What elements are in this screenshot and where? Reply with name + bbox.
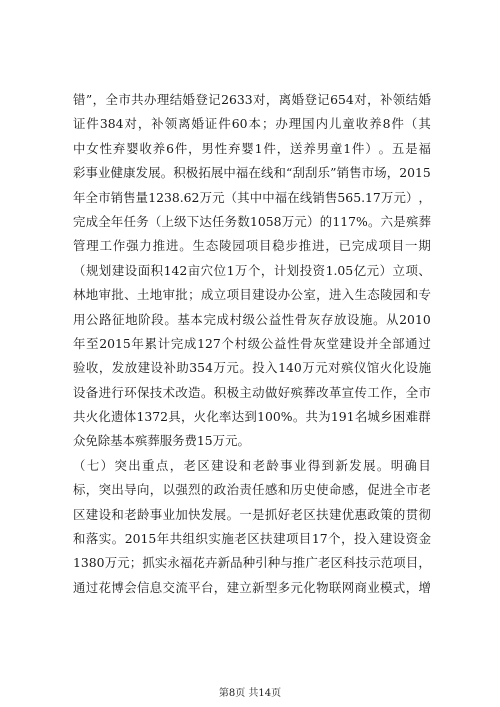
text-line: （ 规 划 建 设 面 积 142 亩 穴 位 1 万 个 ， 计 划 投 资 1.05 亿 元 ） 立 项 、 (73, 262, 431, 278)
text-line: 完 成 全 年 任 务 （ 上 级 下 达 任 务 数 1058 万 元 ） 的 117% 。 六 是 殡 葬 (73, 213, 431, 229)
text-line: 彩 事 业 健 康 发 展 。 积 极 拓 展 中 福 在 线 和 “ 刮 刮 乐 ” 销 售 市 场 ， 2015 (73, 165, 431, 181)
text-line: 通 过 花 博 会 信 息 交 流 平 台 ， 建 立 新 型 多 元 化 物 联 网 商 业 模 式 ， 增 (73, 579, 431, 595)
page-footer: 第8页 共14页 (218, 688, 282, 699)
text-line: 验 收 ， 发 放 建 设 补 助 354 万 元 。 投 入 140 万 元 对 殡 仪 馆 火 化 设 施 (73, 360, 431, 376)
text-line: 用 公 路 征 地 阶 段 。 基 本 完 成 村 级 公 益 性 骨 灰 存 放 设 施 。 从 2010 (73, 311, 431, 327)
text-line: 管 理 工 作 强 力 推 进 。 生 态 陵 园 项 目 稳 步 推 进 ， 已 完 成 项 目 一 期 (73, 238, 431, 254)
text-line: 区 建 设 和 老 龄 事 业 加 快 发 展 。 一 是 抓 好 老 区 扶 建 优 惠 政 策 的 贯 彻 (73, 506, 431, 522)
text-line: 年 全 市 销 售 量 1238.62 万 元 （ 其 中 中 福 在 线 销 售 565.17 万 元 ） ， (73, 189, 431, 205)
text-line: 和 落 实 。 2015 年 共 组 织 实 施 老 区 扶 建 项 目 17 个 ， 投 入 建 设 资 金 (73, 531, 431, 547)
text-line: 众免除基本殡葬服务费15万元。 (73, 433, 250, 449)
text-line: 共 火 化 遗 体 1372 具 ， 火 化 率 达 到 100% 。 共 为 191 名 城 乡 困 难 群 (73, 409, 431, 425)
text-line: 林 地 审 批 、 土 地 审 批 ； 成 立 项 目 建 设 办 公 室 ， 进 入 生 态 陵 园 和 专 (73, 287, 431, 303)
text-line: 标 ， 突 出 导 向 ， 以 强 烈 的 政 治 责 任 感 和 历 史 使 命 感 ， 促 进 全 市 老 (73, 482, 431, 498)
text-line: 中 女 性 弃 婴 收 养 6 件 ， 男 性 弃 婴 1 件 ， 送 养 男 童 1 件 ） 。 五 是 福 (73, 140, 431, 156)
text-line: 设 备 进 行 环 保 技 术 改 造 。 积 极 主 动 做 好 殡 葬 改 革 宣 传 工 作 ， 全 市 (73, 384, 431, 400)
text-line: （ 七 ） 突 出 重 点 ， 老 区 建 设 和 老 龄 事 业 得 到 新 发 展 。 明 确 目 (73, 457, 431, 473)
text-line: 年 至 2015 年 累 计 完 成 127 个 村 级 公 益 性 骨 灰 堂 建 设 并 全 部 通 过 (73, 335, 431, 351)
text-line: 错 ” ， 全 市 共 办 理 结 婚 登 记 2633 对 ， 离 婚 登 记 654 对 ， 补 领 结 婚 (73, 92, 431, 107)
text-line: 1380 万 元 ； 抓 实 永 福 花 卉 新 品 种 引 种 与 推 广 老 区 科 技 示 范 项 目 ， (73, 555, 431, 571)
body-text (73, 88, 431, 600)
text-line: 证 件 384 对 ， 补 领 离 婚 证 件 60 本 ； 办 理 国 内 儿 童 收 养 8 件 （ 其 (73, 116, 431, 132)
